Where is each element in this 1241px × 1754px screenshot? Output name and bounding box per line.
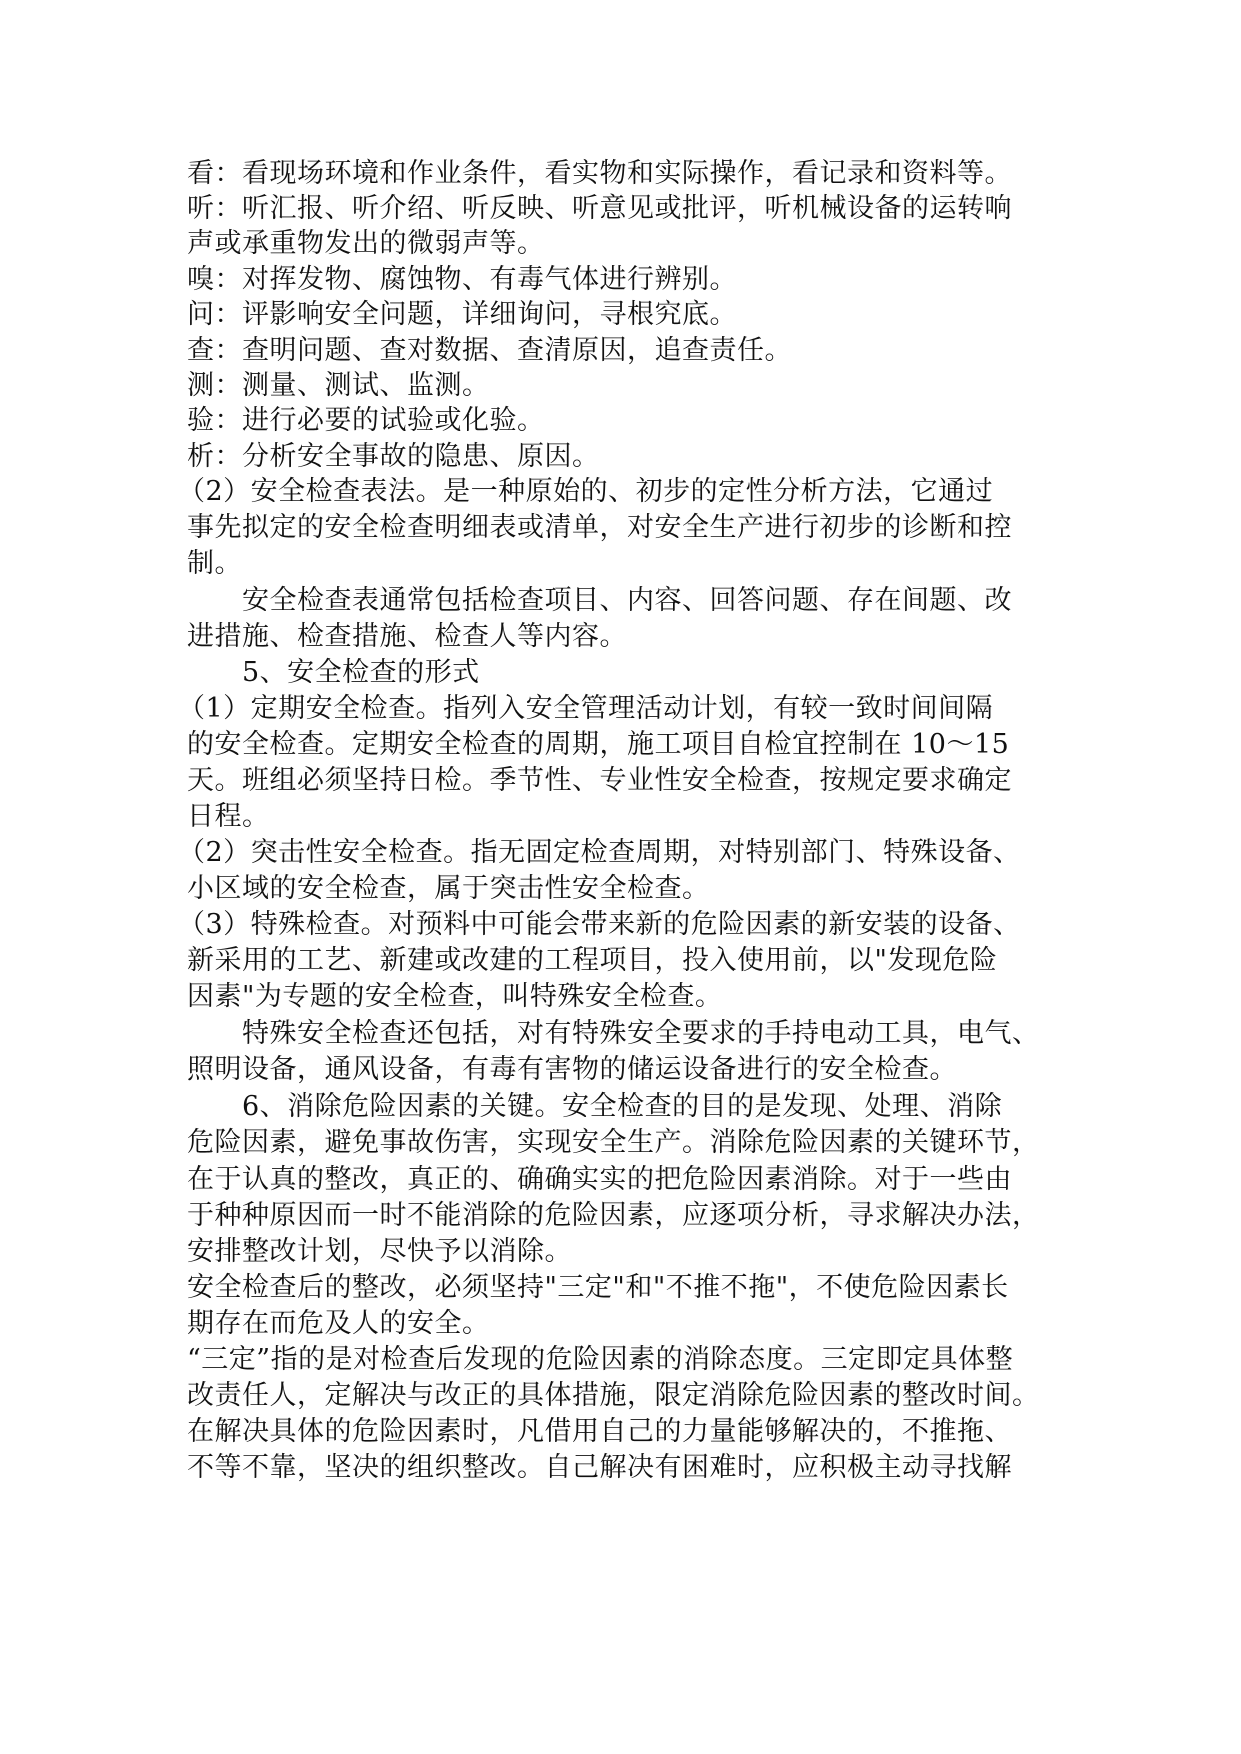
text-line: 问：评影响安全问题，详细询问，寻根究底。	[187, 299, 737, 330]
text-line: （2）安全检查表法。是一种原始的、初步的定性分析方法，它通过	[178, 476, 994, 507]
text-line: 小区域的安全检查，属于突击性安全检查。	[187, 873, 710, 904]
text-line: 因素"为专题的安全检查，叫特殊安全检查。	[187, 981, 723, 1012]
text-line: 安全检查后的整改，必须坚持"三定"和"不推不拖"，不使危险因素长	[187, 1272, 1009, 1303]
text-line: 特殊安全检查还包括，对有特殊安全要求的手持电动工具，电气、	[242, 1018, 1040, 1049]
text-line: 新采用的工艺、新建或改建的工程项目，投入使用前，以"发现危险	[187, 945, 998, 976]
text-line: 测：测量、测试、监测。	[187, 370, 490, 401]
text-line: 日程。	[187, 801, 270, 832]
text-line: （3）特殊检查。对预料中可能会带来新的危险因素的新安装的设备、	[178, 909, 1021, 940]
text-line: 嗅：对挥发物、腐蚀物、有毒气体进行辨别。	[187, 264, 737, 295]
text-line: 听：听汇报、听介绍、听反映、听意见或批评，听机械设备的运转响	[187, 193, 1012, 224]
text-line: 声或承重物发出的微弱声等。	[187, 228, 545, 259]
text-line: 事先拟定的安全检查明细表或清单，对安全生产进行初步的诊断和控	[187, 512, 1012, 543]
text-line: 改责任人，定解决与改正的具体措施，限定消除危险因素的整改时间。	[187, 1380, 1040, 1411]
text-line: 安排整改计划，尽快予以消除。	[187, 1236, 572, 1267]
text-line: 验：进行必要的试验或化验。	[187, 405, 545, 436]
text-line: 制。	[187, 548, 242, 579]
text-line: 进措施、检查措施、检查人等内容。	[187, 621, 627, 652]
text-line: 的安全检查。定期安全检查的周期，施工项目自检宜控制在 10～15	[187, 729, 1010, 760]
text-line: 不等不靠，坚决的组织整改。自己解决有困难时，应积极主动寻找解	[187, 1452, 1012, 1483]
text-line: 期存在而危及人的安全。	[187, 1308, 490, 1339]
text-line: 于种种原因而一时不能消除的危险因素，应逐项分析，寻求解决办法，	[187, 1200, 1040, 1231]
text-line: 在于认真的整改，真正的、确确实实的把危险因素消除。对于一些由	[187, 1164, 1012, 1195]
text-line: 6、消除危险因素的关键。安全检查的目的是发现、处理、消除	[242, 1091, 1003, 1122]
text-line: （1）定期安全检查。指列入安全管理活动计划，有较一致时间间隔	[178, 693, 994, 724]
section-heading: 5、安全检查的形式	[242, 657, 480, 688]
text-line: 危险因素，避免事故伤害，实现安全生产。消除危险因素的关键环节，	[187, 1127, 1040, 1158]
text-line: 天。班组必须坚持日检。季节性、专业性安全检查，按规定要求确定	[187, 765, 1012, 796]
text-line: 安全检查表通常包括检查项目、内容、回答问题、存在间题、改	[242, 585, 1012, 616]
text-line: 看：看现场环境和作业条件，看实物和实际操作，看记录和资料等。	[187, 158, 1012, 189]
text-line: （2）突击性安全检查。指无固定检查周期，对特别部门、特殊设备、	[178, 837, 1021, 868]
text-line: 析：分析安全事故的隐患、原因。	[187, 441, 600, 472]
text-line: 查：查明问题、查对数据、查清原因，追查责任。	[187, 335, 792, 366]
text-line: “三定”指的是对检查后发现的危险因素的消除态度。三定即定具体整	[187, 1344, 1014, 1375]
text-line: 照明设备，通风设备，有毒有害物的储运设备进行的安全检查。	[187, 1054, 957, 1085]
text-line: 在解决具体的危险因素时，凡借用自己的力量能够解决的，不推拖、	[187, 1416, 1012, 1447]
